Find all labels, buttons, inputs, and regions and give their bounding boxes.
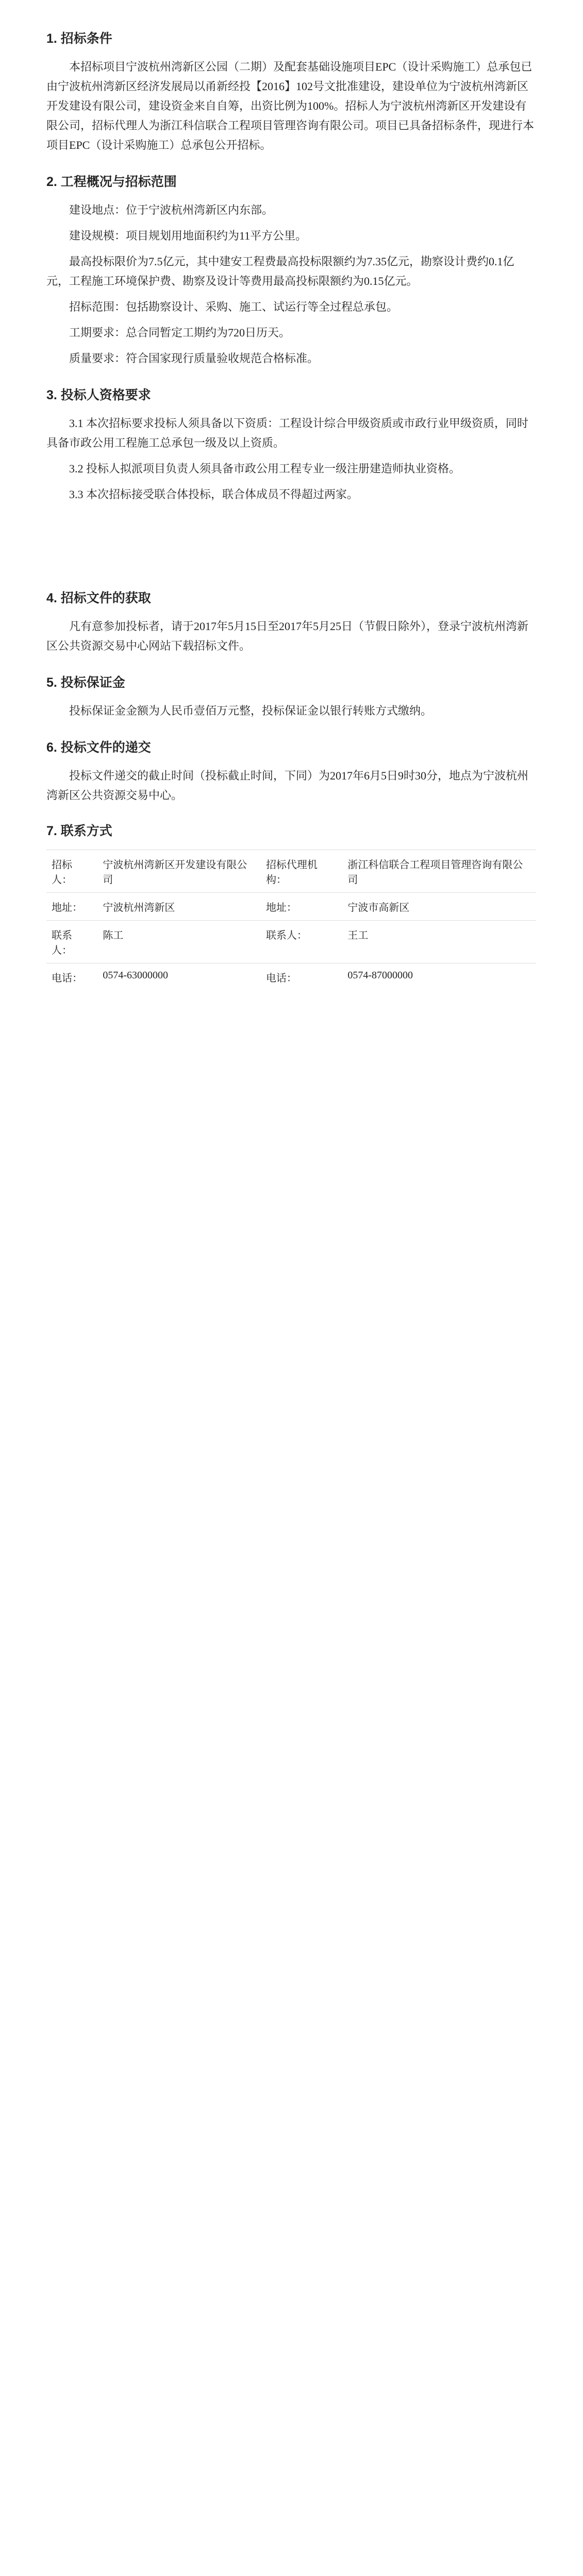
agent-value: 浙江科信联合工程项目管理咨询有限公司 (342, 850, 536, 893)
section-title-5: 5. 投标保证金 (46, 675, 125, 690)
section-2-line-2: 建设规模：项目规划用地面积约为11平方公里。 (69, 229, 307, 242)
section-title-7: 7. 联系方式 (46, 824, 112, 838)
company-label: 招标人： (46, 850, 97, 893)
section-title-3: 3. 投标人资格要求 (46, 388, 151, 402)
section-text-6: 投标文件递交的截止时间（投标截止时间，下同）为2017年6月5日9时30分，地点为宁波杭州湾新区公共资源交易中心。 (46, 769, 529, 802)
contact-row-phone (46, 963, 536, 991)
section-title-2: 2. 工程概况与招标范围 (46, 175, 177, 189)
section-2-line-6: 质量要求：符合国家现行质量验收规范合格标准。 (69, 352, 319, 365)
address-label: 地址： (46, 893, 97, 921)
agent-person-label: 联系人： (261, 921, 342, 963)
section-text-4: 凡有意参加投标者，请于2017年5月15日至2017年5月25日（节假日除外），登录宁波杭州湾新区公共资源交易中心网站下载招标文件。 (46, 620, 529, 652)
section-title-1: 1. 招标条件 (46, 31, 112, 46)
agent-address-value: 宁波市高新区 (342, 893, 536, 921)
section-text-1: 本招标项目宁波杭州湾新区公园（二期）及配套基础设施项目EPC（设计采购施工）总承包已由宁波杭州湾新区经济发展局以甬新经投【2016】102号文批准建设，建设单位为宁波杭州湾新区开发建设有限公司，建设资金来自自筹，出资比例为100%。招标人为宁波杭州湾新区开发建设有限公司，招标代理人为浙江科信联合工程项目管理咨询有限公司。项目已具备招标条件，现进行本项目EPC（设计采购施工）总承包公开招标。 (46, 60, 535, 151)
phone-value: 0574-63000000 (97, 963, 261, 991)
agent-address-label: 地址： (261, 893, 342, 921)
section-3-line-2: 3.2 投标人拟派项目负责人须具备市政公用工程专业一级注册建造师执业资格。 (69, 462, 461, 475)
document-content (46, 28, 536, 991)
agent-phone-label: 电话： (261, 963, 342, 991)
contact-row-company (46, 850, 536, 893)
agent-phone-value: 0574-87000000 (342, 963, 536, 991)
person-value: 陈工 (97, 921, 261, 963)
section-2-line-5: 工期要求：总合同暂定工期约为720日历天。 (69, 326, 291, 339)
section-3-line-3: 3.3 本次招标接受联合体投标，联合体成员不得超过两家。 (69, 488, 359, 501)
agent-label: 招标代理机构： (261, 850, 342, 893)
contact-table (46, 850, 536, 991)
section-text-5: 投标保证金金额为人民币壹佰万元整，投标保证金以银行转账方式缴纳。 (69, 704, 432, 717)
contact-row-address (46, 893, 536, 921)
section-2-line-3: 最高投标限价为7.5亿元，其中建安工程费最高投标限额约为7.35亿元，勘察设计费约0.1亿元，工程施工环境保护费、勘察及设计等费用最高投标限额约为0.15亿元。 (46, 255, 514, 287)
person-label: 联系人： (46, 921, 97, 963)
section-title-6: 6. 投标文件的递交 (46, 740, 151, 755)
phone-label: 电话： (46, 963, 97, 991)
section-title-4: 4. 招标文件的获取 (46, 591, 151, 605)
address-value: 宁波杭州湾新区 (97, 893, 261, 921)
agent-person-value: 王工 (342, 921, 536, 963)
contact-row-person (46, 921, 536, 963)
contact-block (46, 821, 536, 991)
section-2-line-1: 建设地点：位于宁波杭州湾新区内东部。 (69, 204, 274, 216)
section-3-line-1: 3.1 本次招标要求投标人须具备以下资质：工程设计综合甲级资质或市政行业甲级资质，同时具备市政公用工程施工总承包一级及以上资质。 (46, 417, 529, 449)
section-2-line-4: 招标范围：包括勘察设计、采购、施工、试运行等全过程总承包。 (69, 300, 398, 313)
company-value: 宁波杭州湾新区开发建设有限公司 (97, 850, 261, 893)
